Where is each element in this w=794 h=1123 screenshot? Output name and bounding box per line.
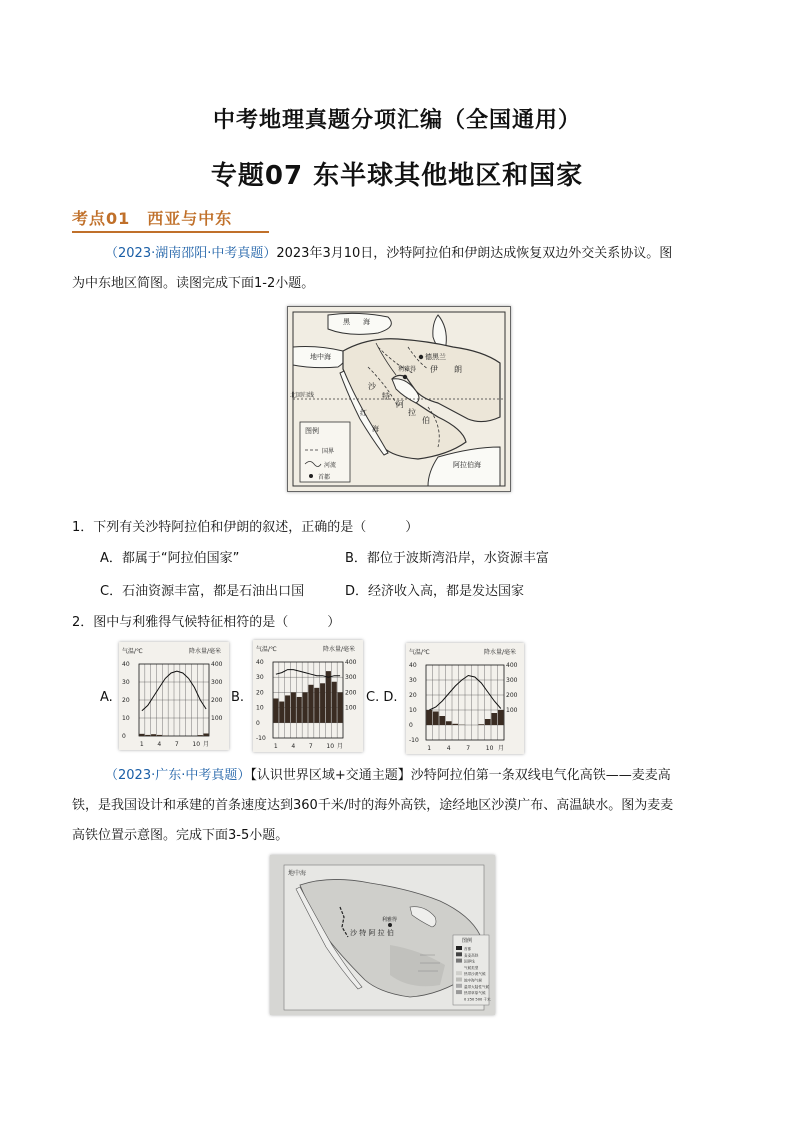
passage-2-line-3: 高铁位置示意图。完成下面3-5小题。 [72,828,289,843]
question-2-stem: 2．图中与利雅得气候特征相符的是（ ） [72,615,341,630]
map2-legend-item: 热带草原气候 [464,991,486,996]
map1-legend-river: 河流 [324,462,337,469]
map1-label-saudi-5: 伯 [422,416,430,425]
chart-temp-tick: 10 [256,704,264,712]
map1-legend-title: 图例 [305,427,319,435]
precip-bar [308,685,313,723]
precip-bar [297,697,302,723]
chart-precip-tick: 200 [211,697,223,704]
map1-label-tropic: 北回归线 [290,392,315,399]
chart-temp-tick: 20 [122,697,130,704]
precip-bar [478,724,484,725]
chart-precip-tick: 400 [211,661,223,668]
chart-temp-tick: 40 [256,659,264,666]
chart-month-label: 4 [446,745,451,752]
chart-month-label: 4 [291,743,296,750]
map1-label-mediterranean: 地中海 [310,353,331,361]
precip-bar [279,702,284,723]
map1-label-black-2: 海 [363,318,370,326]
climate-chart-b-svg [253,640,363,752]
precip-bar [320,683,325,723]
chart-month-label: 月 [337,743,344,750]
chart-precip-tick: 200 [345,689,357,697]
map2-legend-item: 温带大陆性气候 [464,984,490,989]
climate-chart-b [253,640,363,752]
precip-bar [426,710,432,725]
precip-bar [485,719,491,725]
map1-label-tehran: 德黑兰 [425,353,446,361]
chart-month-label: 1 [427,745,432,752]
map1-label-iran-1: 伊 [430,365,438,374]
map2-legend-swatch [456,959,462,963]
passage-2-line-2: 铁，是我国设计和承建的首条速度达到360千米/时的海外高铁，途经地区沙漠广布、高温缺水。图为麦麦 [72,798,674,813]
map1-label-saudi-4: 拉 [408,408,416,417]
precip-bar [332,682,337,723]
question-2-label-b: B. [231,690,245,705]
precip-bar [446,721,452,725]
chart-temp-tick: 0 [409,722,413,729]
chart-temp-tick: 0 [256,719,260,727]
map2-label-mediterranean: 地中海 [288,870,307,877]
chart-temp-tick: -10 [409,737,419,744]
railway-location-map [270,855,495,1015]
precip-bar [198,735,203,736]
topic-title: 专题07 东半球其他地区和国家 [210,161,584,191]
map1-label-black: 黑 [343,318,350,326]
chart-month-label: 4 [157,741,162,748]
chart-temp-tick: 40 [122,661,130,668]
question-1-stem: 1．下列有关沙特阿拉伯和伊朗的叙述，正确的是（ ） [72,520,419,535]
question-2-label-cd: C. D. [366,690,398,705]
document-title: 中考地理真题分项汇编（全国通用） [212,108,581,133]
precip-bar [151,734,156,736]
chart-temp-axis-title: 气温/℃ [122,648,143,655]
climate-chart-a-svg [119,642,229,750]
map2-legend-swatch [456,952,462,956]
climate-chart-cd-svg [406,643,524,754]
question-1-option-c: C．石油资源丰富，都是石油出口国 [100,584,305,599]
precip-bar [285,695,290,722]
chart-temp-tick: -10 [256,735,266,742]
map2-legend-item: 0 250 500 千米 [464,997,491,1002]
chart-precip-tick: 300 [211,679,223,686]
section-heading: 考点01 西亚与中东 [72,209,233,228]
map2-label-saudi: 沙 特 阿 拉 伯 [350,929,394,937]
map1-legend-border: 国界 [322,448,335,455]
chart-precip-tick: 200 [506,692,518,699]
chart-month-label: 1 [139,741,144,748]
chart-month-label: 7 [466,745,471,752]
map2-legend-swatch [456,984,462,988]
chart-month-label: 10 [192,741,201,748]
chart-temp-tick: 30 [122,679,130,686]
map2-legend-swatch [456,996,462,1000]
passage-2-line-1: （2023·广东·中考真题）【认识世界区域+交通主题】沙特阿拉伯第一条双线电气化高铁——麦麦高 [105,768,671,783]
precip-bar [452,724,458,725]
chart-month-label: 10 [485,745,494,752]
passage-2-source: （2023·广东·中考真题） [105,768,251,783]
chart-precip-tick: 400 [506,662,518,669]
railway-location-map-drawing [270,855,495,1015]
chart-temp-tick: 10 [409,707,417,714]
map2-legend-swatch [456,946,462,950]
middle-east-map [287,306,511,492]
chart-precip-tick: 100 [211,715,223,722]
chart-precip-tick: 400 [345,659,357,666]
map2-legend-item: 地中海气候 [464,978,482,983]
question-1-option-d: D．经济收入高，都是发达国家 [345,584,525,599]
chart-temp-tick: 40 [409,662,417,669]
chart-temp-tick: 0 [122,733,126,740]
chart-precip-axis-title: 降水量/毫米 [484,649,517,656]
map1-label-arabian-sea: 阿拉伯海 [453,461,481,469]
question-1-option-a: A．都属于“阿拉伯国家” [100,551,240,566]
chart-temp-axis-title: 气温/℃ [256,646,277,653]
precip-bar [157,735,162,736]
map2-legend-item: 麦麦高铁 [464,953,479,958]
passage-1-line-1: （2023·湖南邵阳·中考真题）2023年3月10日，沙特阿拉伯和伊朗达成恢复双边外交关系协议。图 [105,246,673,261]
precip-bar [145,735,150,736]
precip-bar [491,713,497,725]
precip-bar [433,712,439,726]
map1-label-red-2: 海 [372,425,379,433]
map1-label-saudi-3: 阿 [396,400,404,409]
chart-month-label: 月 [498,745,505,752]
chart-precip-axis-title: 降水量/毫米 [323,646,356,653]
map2-legend-swatch [456,965,462,969]
passage-1-source: （2023·湖南邵阳·中考真题） [105,246,277,261]
climate-chart-a [119,642,229,750]
passage-1-line-2: 为中东地区简图。读图完成下面1-2小题。 [72,276,315,291]
middle-east-map-drawing [288,307,510,491]
precip-bar [273,698,278,722]
chart-temp-tick: 20 [256,689,264,697]
precip-bar [303,692,308,722]
chart-temp-tick: 30 [256,674,264,682]
question-2-label-a: A. [100,690,113,705]
map1-label-saudi-1: 沙 [368,382,376,391]
map2-label-riyadh: 利雅得 [382,917,398,923]
precip-bar [291,692,296,722]
chart-precip-tick: 300 [345,674,357,682]
chart-temp-tick: 30 [409,677,417,684]
precip-bar [439,716,445,725]
precip-bar [498,710,504,725]
chart-month-label: 10 [326,743,335,750]
chart-grid [139,664,209,736]
precip-bar [139,734,144,736]
chart-temp-tick: 20 [409,692,417,699]
map2-legend-item: 国界线 [464,959,475,964]
map2-legend-title: 图例 [462,938,473,944]
map1-label-riyadh: 利雅得 [398,366,417,373]
map2-legend-item: 气候类型 [464,965,479,970]
climate-chart-cd [406,643,524,754]
precip-bar [204,733,209,736]
precip-bar [326,671,331,723]
chart-precip-tick: 100 [506,707,518,714]
chart-grid [426,665,504,740]
chart-temp-axis-title: 气温/℃ [409,649,430,656]
map1-label-red-1: 红 [360,409,367,417]
chart-month-label: 7 [308,743,313,750]
precip-bar [338,692,343,722]
question-1-option-b: B．都位于波斯湾沿岸，水资源丰富 [345,551,549,566]
map2-legend-item: 热带沙漠气候 [464,972,486,977]
chart-precip-tick: 300 [506,677,518,684]
chart-month-label: 7 [174,741,179,748]
map1-legend-capital: 首都 [318,474,331,481]
map1-label-iran-2: 朗 [454,365,462,374]
chart-precip-axis-title: 降水量/毫米 [189,648,222,655]
precip-bar [314,688,319,723]
map2-legend-swatch [456,990,462,994]
map2-legend-swatch [456,971,462,975]
chart-precip-tick: 100 [345,704,357,712]
map1-label-saudi-2: 特 [382,392,390,401]
map2-legend-item: 首都 [464,947,472,951]
chart-month-label: 1 [273,743,278,750]
chart-temp-tick: 10 [122,715,130,722]
chart-month-label: 月 [203,741,210,748]
section-underline [72,231,269,233]
map2-legend-swatch [456,978,462,982]
